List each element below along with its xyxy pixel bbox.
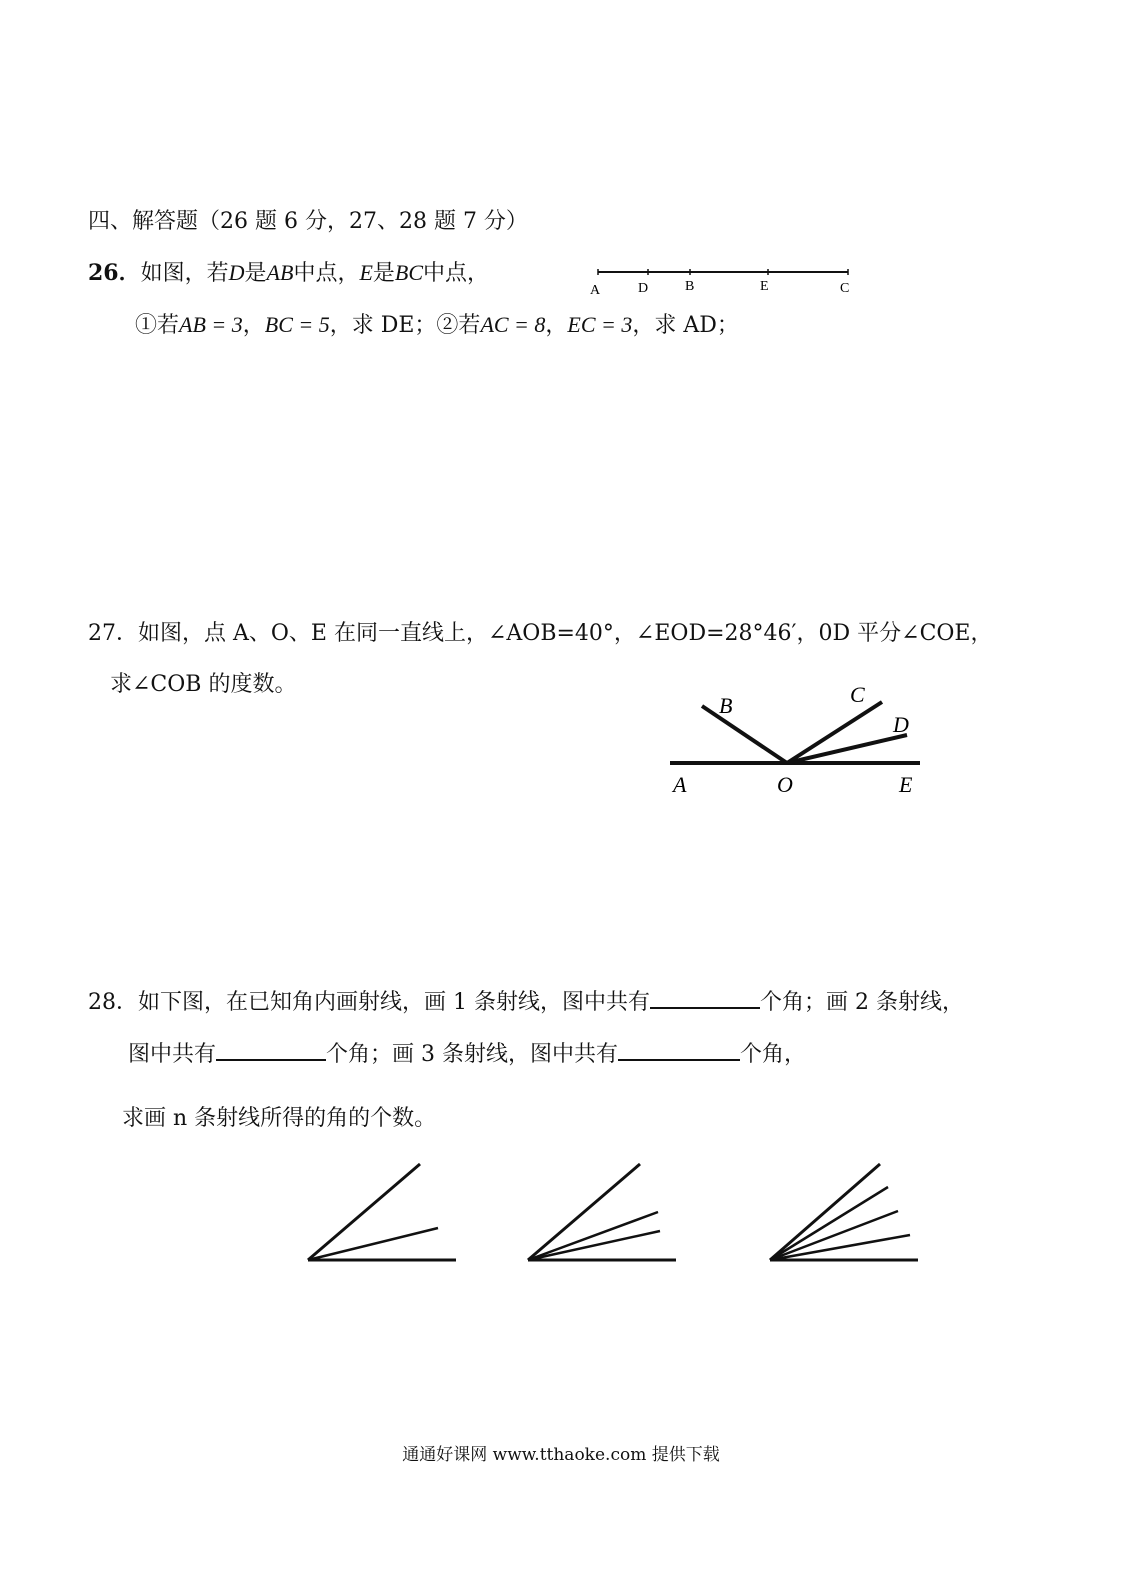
q28-line3: 求画 n 条射线所得的角的个数。 — [122, 1106, 437, 1131]
label-D: D — [893, 712, 909, 737]
point-label-B: B — [685, 279, 695, 294]
q26-text: 中点， — [293, 261, 360, 286]
angle-figure-2-rays — [528, 1164, 676, 1260]
label-A: A — [673, 772, 687, 797]
q28-text: 图中共有 — [128, 1042, 217, 1067]
ray-OB — [702, 706, 787, 763]
q26-text: 如图，若 — [140, 261, 229, 286]
q26-segment-diagram — [590, 262, 860, 302]
q28-line1 — [88, 987, 964, 1018]
q26-cond-text: ， — [545, 313, 568, 338]
q26-eq4: EC = 3 — [567, 312, 633, 337]
label-C: C — [850, 682, 865, 707]
angle-figure-1-ray — [308, 1164, 456, 1260]
q26-number: 26． — [88, 260, 141, 286]
point-label-D: D — [638, 281, 649, 296]
q26-line1 — [88, 258, 489, 289]
q28-text: 28．如下图，在已知角内画射线，画 1 条射线，图中共有 — [88, 990, 650, 1015]
q26-var-BC: BC — [394, 260, 424, 285]
q28-line2 — [128, 1039, 806, 1070]
q26-cond-text: ，求 AD； — [632, 313, 739, 338]
q26-eq2: BC = 5 — [264, 312, 330, 337]
q26-eq3: AC = 8 — [480, 312, 546, 337]
point-label-C: C — [840, 281, 850, 296]
q26-text: 是 — [244, 261, 267, 286]
q26-eq1: AB = 3 — [179, 312, 243, 337]
q28-ray-diagrams — [300, 1155, 940, 1275]
answer-blank-2[interactable] — [216, 1039, 326, 1061]
ray-OD — [787, 735, 907, 763]
angle-figure-3-rays — [770, 1164, 918, 1260]
q26-cond-text: ，求 DE；②若 — [329, 313, 481, 338]
answer-blank-1[interactable] — [650, 987, 760, 1009]
q26-cond-text: ， — [242, 313, 265, 338]
q26-cond-text: ①若 — [135, 313, 180, 338]
q26-line2 — [135, 310, 739, 341]
q27-line2: 求∠COB 的度数。 — [110, 672, 297, 697]
q26-text: 中点， — [423, 261, 490, 286]
q28-text: 个角；画 2 条射线， — [759, 990, 964, 1015]
label-O: O — [777, 772, 793, 797]
label-B: B — [719, 693, 733, 718]
point-label-E: E — [760, 279, 769, 294]
q26-var-E: E — [359, 260, 373, 285]
section-heading: 四、解答题（26 题 6 分，27、28 题 7 分） — [88, 209, 528, 234]
q28-text: 个角， — [740, 1042, 807, 1067]
point-label-A: A — [590, 283, 601, 298]
q28-text: 个角；画 3 条射线，图中共有 — [326, 1042, 618, 1067]
label-E: E — [899, 772, 913, 797]
q26-var-D: D — [228, 260, 245, 285]
q27-angle-diagram — [665, 680, 935, 810]
q27-line1: 27．如图，点 A、O、E 在同一直线上，∠AOB=40°，∠EOD=28°46′，0D 平分∠COE， — [88, 621, 993, 646]
q26-text: 是 — [372, 261, 395, 286]
answer-blank-3[interactable] — [618, 1039, 740, 1061]
q26-var-AB: AB — [266, 260, 294, 285]
page-footer: 通通好课网 www.tthaoke.com 提供下载 — [402, 1445, 720, 1465]
